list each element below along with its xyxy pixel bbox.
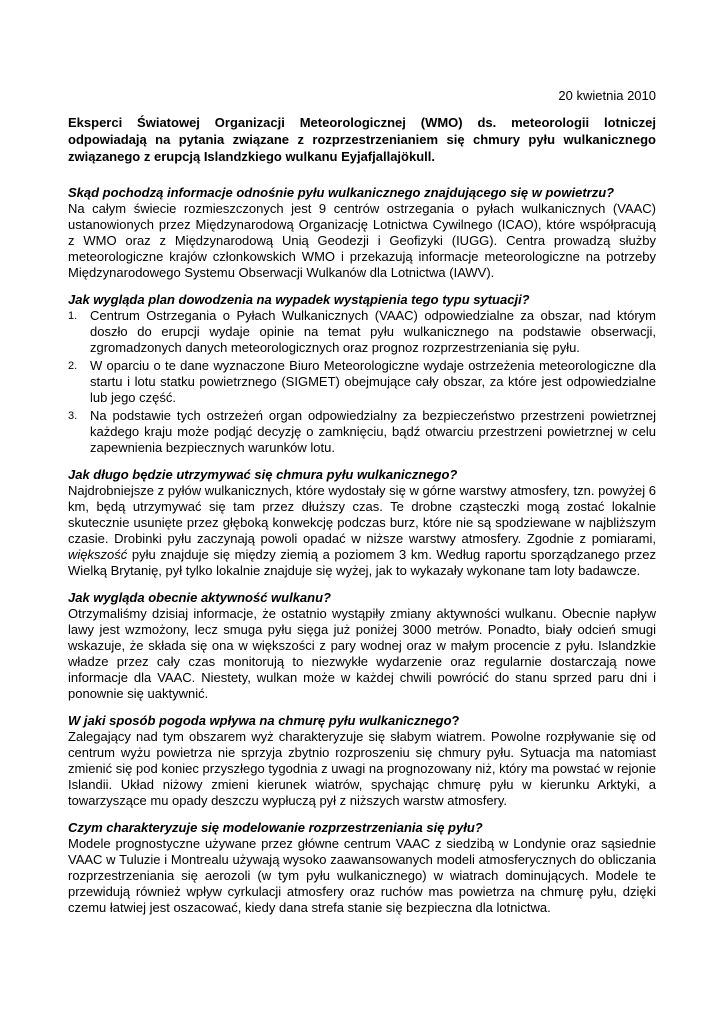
document-date: 20 kwietnia 2010 xyxy=(558,88,656,103)
section-duration xyxy=(68,467,656,579)
answer-paragraph: Na całym świecie rozmieszczonych jest 9 centrów ostrzegania o pyłach wulkanicznych (VAAC) ustanowionych przez Międzynarodową Organizację Lotnictwa Cywilnego (ICAO), które współpracują z WMO oraz z Międzynarodową Unią Geodezji i Geofizyki (IUGG). Centra prowadzą służby meteorologiczne krajów członkowskich WMO i przekazują informacje meteorologiczne na potrzeby Międzynarodowego Systemu Obserwacji Wulkanów dla Lotnictwa (IAWV). xyxy=(68,201,656,280)
list-item-text: Centrum Ostrzegania o Pyłach Wulkanicznych (VAAC) odpowiedzialne za obszar, nad którym doszło do erupcji wydaje opinie na temat pyłu wulkanicznego na podstawie obserwacji, zgromadzonych danych meteorologicznych oraz prognoz rozprzestrzeniania się pyłu. xyxy=(90,308,656,355)
list-number: 1. xyxy=(68,310,78,322)
section-weather xyxy=(68,713,656,809)
list-number: 2. xyxy=(68,360,78,372)
question-mark: ? xyxy=(451,713,460,728)
numbered-list xyxy=(68,308,656,456)
answer-paragraph: Otrzymaliśmy dzisiaj informacje, że ostatnio wystąpiły zmiany aktywności wulkanu. Obecnie napływ lawy jest wzmożony, lecz smuga pyłu sięga już poniżej 3000 metrów. Ponadto, biały odcień smugi wskazuje, że składa się ona w większości z pary wodnej oraz w małym procencie z pyłu. Islandzkie władze przez cały czas monitorują to niezwykłe wydarzenie oraz regularnie dostarczają nowe informacje dla VAAC. Niestety, wulkan może w każdej chwili powrócić do stanu sprzed paru dni i ponownie się uaktywnić. xyxy=(68,606,656,701)
list-item xyxy=(68,308,656,356)
list-item-text: Na podstawie tych ostrzeżeń organ odpowiedzialny za bezpieczeństwo przestrzeni powietrznej każdego kraju może podjąć decyzję o zamknięciu, bądź otwarciu przestrzeni powietrznej w celu zapewnienia bezpiecznych warunków lotu. xyxy=(90,408,656,455)
answer-text: pyłu znajduje się między ziemią a poziomem 3 km. Według raportu sporządzanego przez Wielką Brytanię, pył tylko lokalnie znajduje się wyżej, jak to wykazały wykonane tam loty badawcze. xyxy=(68,547,656,578)
question-heading: Jak wygląda plan dowodzenia na wypadek wystąpienia tego typu sytuacji? xyxy=(68,292,530,307)
question-heading: Jak długo będzie utrzymywać się chmura pyłu wulkanicznego? xyxy=(68,467,458,482)
answer-paragraph: Modele prognostyczne używane przez główne centrum VAAC z siedzibą w Londynie oraz sąsiednie VAAC w Tuluzie i Montrealu używają wysoko zaawansowanych modeli atmosferycznych do obliczania rozprzestrzeniania się aerozoli (w tym pyłu wulkanicznego) w wiatrach dominujących. Modele te przewidują również wpływ cyrkulacji atmosfery oraz ruchów mas powietrza na chmurę pyłu, dzięki czemu łatwiej jest oszacować, kiedy dana strefa stanie się bezpieczna dla lotnictwa. xyxy=(68,836,656,915)
list-item xyxy=(68,408,656,456)
emphasis-text: większość xyxy=(68,547,128,562)
answer-paragraph xyxy=(68,483,656,579)
answer-text: Najdrobniejsze z pyłów wulkanicznych, które wydostały się w górne warstwy atmosfery, tzn. powyżej 6 km, będą utrzymywać się tam przez dłuższy czas. Te drobne cząsteczki mogą zostać lokalnie skutecznie usunięte przez głęboką konwekcję podczas burz, które nie są spodziewane w najbliższym czasie. Drobinki pyłu zaczynają powoli opadać w niższe warstwy atmosfery. Zgodnie z pomiarami, xyxy=(68,483,656,546)
section-source xyxy=(68,185,656,281)
section-command-plan xyxy=(68,292,656,456)
question-heading: Czym charakteryzuje się modelowanie rozprzestrzeniania się pyłu? xyxy=(68,820,483,835)
intro-heading: Eksperci Światowej Organizacji Meteorologicznej (WMO) ds. meteorologii lotniczej odpowiadają na pytania związane z rozprzestrzenianiem się chmury pyłu wulkanicznego związanego z erupcją Islandzkiego wulkanu Eyjafjallajökull. xyxy=(68,115,656,164)
list-item xyxy=(68,358,656,406)
question-heading: Jak wygląda obecnie aktywność wulkanu? xyxy=(68,590,331,605)
question-text: W jaki sposób pogoda wpływa na chmurę pyłu wulkanicznego xyxy=(68,713,452,728)
answer-paragraph: Zalegający nad tym obszarem wyż charakteryzuje się słabym wiatrem. Powolne rozpływanie się od centrum wyżu powietrza nie sprzyja zbytnio rozproszeniu się chmury pyłu. Sytuacja ma natomiast zmienić się pod koniec przyszłego tygodnia z uwagi na prognozowany niż, który ma powstać w rejonie Islandii. Układ niżowy zmieni kierunek wiatrów, spychając chmurę pyłu w kierunku Arktyki, a towarzyszące mu opady deszczu wypłuczą pył z niższych warstw atmosfery. xyxy=(68,729,656,808)
question-heading xyxy=(68,713,656,729)
question-heading: Skąd pochodzą informacje odnośnie pyłu wulkanicznego znajdującego się w powietrzu? xyxy=(68,185,615,200)
section-activity xyxy=(68,590,656,702)
section-modelling xyxy=(68,820,656,916)
list-item-text: W oparciu o te dane wyznaczone Biuro Meteorologiczne wydaje ostrzeżenia meteorologiczne dla startu i lotu statku powietrznego (SIGMET) obejmujące cały obszar, za które jest odpowiedzialne lub jego część. xyxy=(90,358,656,405)
list-number: 3. xyxy=(68,410,78,422)
